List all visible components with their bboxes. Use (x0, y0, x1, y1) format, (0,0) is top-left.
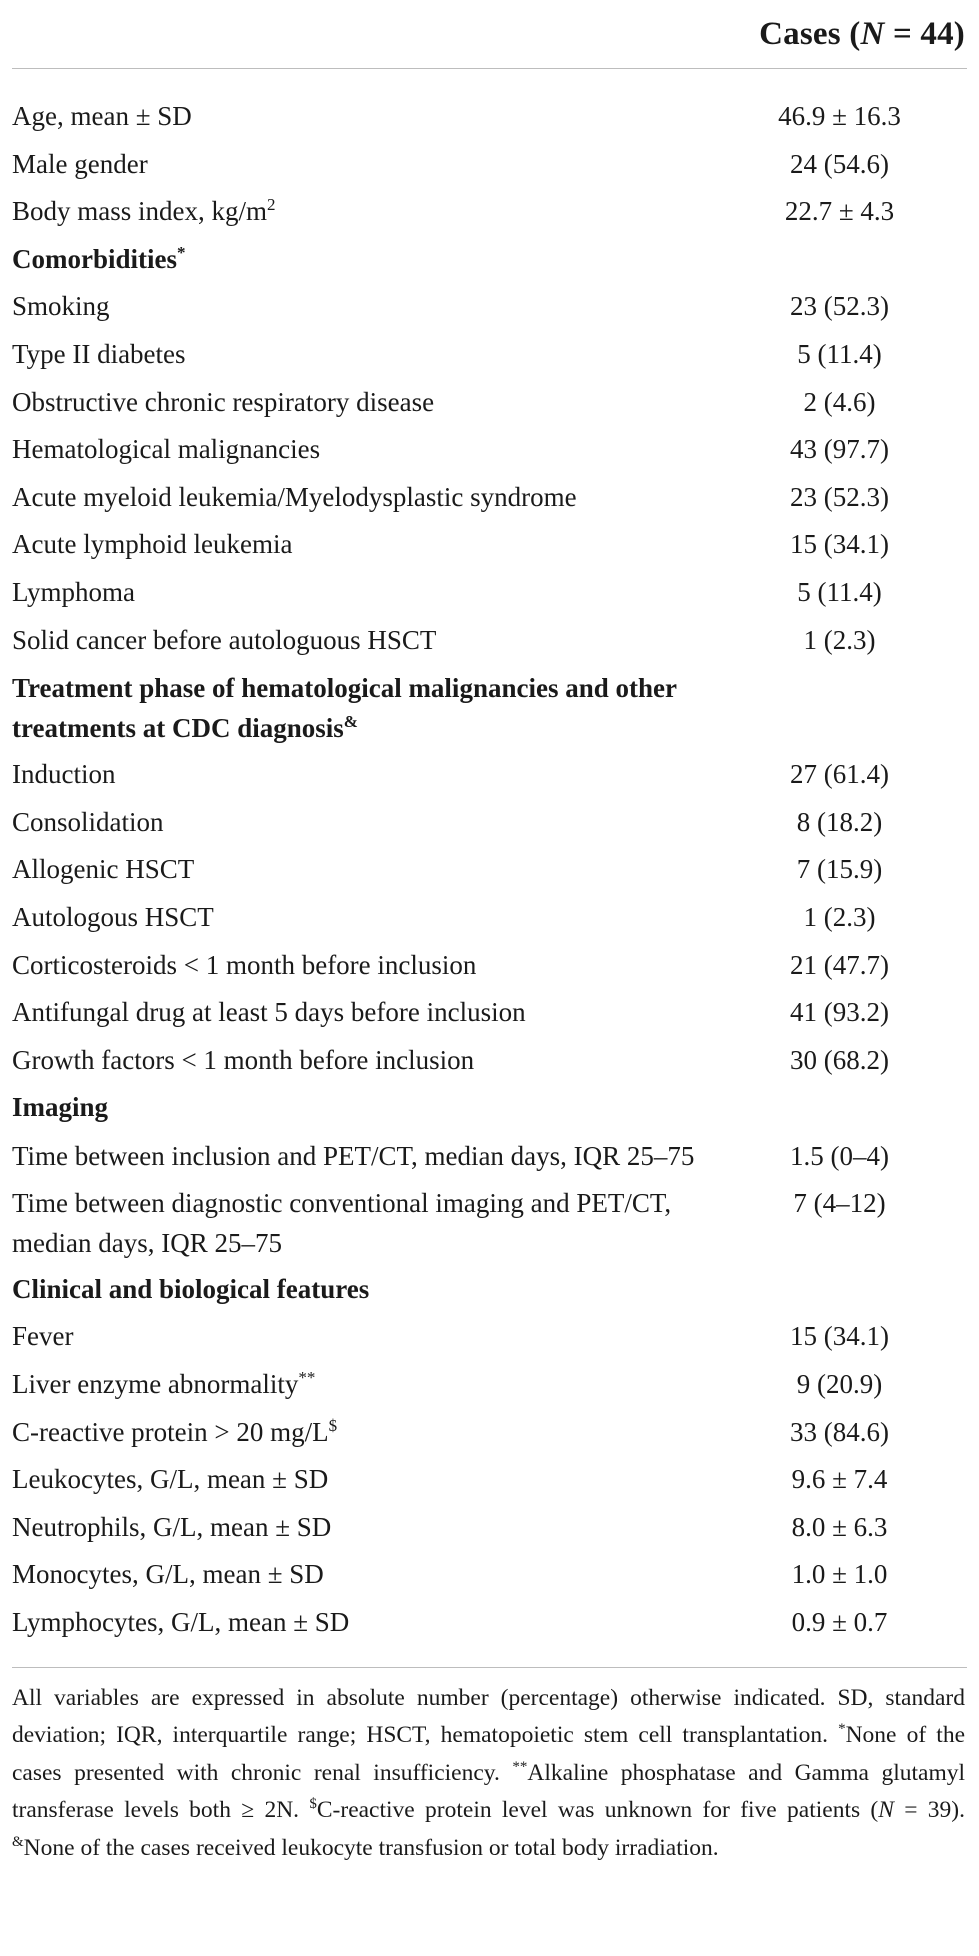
section-header-row (12, 1266, 967, 1314)
row-value: 30 (68.2) (790, 1044, 889, 1075)
footnote-marker: 2 (267, 195, 276, 215)
table-row (12, 1599, 967, 1647)
table-row (12, 846, 967, 894)
row-label: Obstructive chronic respiratory disease (12, 386, 435, 417)
row-value: 24 (54.6) (790, 148, 889, 179)
section-label: Clinical and biological features (12, 1273, 370, 1304)
table-row (12, 188, 967, 236)
row-label: Time between inclusion and PET/CT, median days, IQR 25–75 (12, 1140, 695, 1171)
table-header (12, 0, 967, 69)
row-label: Male gender (12, 148, 148, 179)
table-row (12, 283, 967, 331)
table-row (12, 1504, 967, 1552)
row-value: 23 (52.3) (790, 291, 889, 322)
table-row (12, 379, 967, 427)
row-label: Liver enzyme abnormality** (12, 1368, 316, 1400)
row-label: Induction (12, 759, 116, 790)
row-value: 23 (52.3) (790, 481, 889, 512)
footnote-marker: & (343, 712, 358, 732)
row-value: 15 (34.1) (790, 1321, 889, 1352)
row-label: Acute lymphoid leukemia (12, 529, 293, 560)
table-footnote: All variables are expressed in absolute number (percentage) otherwise indicated. SD, standard deviation; IQR, interquartile range; HSCT, hematopoietic stem cell transplantation. *None of the cases presented with chronic renal insufficiency. **Alkaline phosphatase and Gamma glutamyl transferase levels both ≥ 2N. $C-reactive protein level was unknown for five patients (N = 39). &None of the cases received leukocyte transfusion or total body irradiation. (12, 1684, 965, 1861)
table-row (12, 1313, 967, 1361)
row-label: Fever (12, 1321, 74, 1352)
row-label: Hematological malignancies (12, 434, 321, 465)
row-value: 27 (61.4) (790, 759, 889, 790)
row-value: 9 (20.9) (796, 1369, 883, 1400)
row-value: 8 (18.2) (796, 806, 883, 837)
row-value: 7 (4–12) (793, 1187, 886, 1218)
table-row (12, 1132, 967, 1179)
row-label: Leukocytes, G/L, mean ± SD (12, 1464, 329, 1495)
row-value: 22.7 ± 4.3 (784, 196, 895, 227)
row-label: Smoking (12, 291, 110, 322)
row-label: Time between diagnostic conventional imaging and PET/CT, median days, IQR 25–75 (12, 1187, 672, 1258)
row-label: Solid cancer before autologuous HSCT (12, 624, 437, 655)
row-value: 1.0 ± 1.0 (791, 1559, 888, 1590)
row-label: Type II diabetes (12, 338, 186, 369)
row-value: 43 (97.7) (790, 434, 889, 465)
row-value: 0.9 ± 0.7 (791, 1607, 888, 1638)
row-value: 8.0 ± 6.3 (791, 1511, 888, 1542)
row-label: C-reactive protein > 20 mg/L$ (12, 1415, 338, 1447)
table-row (12, 617, 967, 665)
row-value: 46.9 ± 16.3 (778, 101, 901, 131)
row-label: Autologous HSCT (12, 901, 214, 932)
row-value: 7 (15.9) (796, 854, 883, 885)
table-row (12, 426, 967, 474)
column-title-cases: Cases (N = 44) (759, 15, 965, 52)
row-value: 41 (93.2) (790, 997, 889, 1028)
table-row (12, 799, 967, 847)
table-row (12, 474, 967, 522)
footnote-marker: * (177, 242, 186, 262)
table-row (12, 521, 967, 569)
row-label: Consolidation (12, 806, 164, 837)
row-value: 5 (11.4) (797, 338, 882, 369)
row-label: Monocytes, G/L, mean ± SD (12, 1559, 324, 1590)
row-value: 1 (2.3) (803, 624, 876, 655)
row-label: Neutrophils, G/L, mean ± SD (12, 1511, 332, 1542)
table-row (12, 93, 967, 141)
row-value: 33 (84.6) (790, 1416, 889, 1447)
row-value: 9.6 ± 7.4 (791, 1464, 888, 1495)
table-row (12, 751, 967, 799)
section-header-row (12, 1084, 967, 1132)
table-row (12, 1361, 967, 1409)
row-value: 15 (34.1) (790, 529, 889, 560)
footnote-marker: ** (298, 1368, 316, 1388)
table-row (12, 1037, 967, 1085)
table-row (12, 1551, 967, 1599)
row-value: 21 (47.7) (790, 949, 889, 980)
table-row (12, 141, 967, 189)
footnote-marker: $ (328, 1415, 338, 1435)
section-header-row (12, 236, 967, 284)
row-value: 1 (2.3) (803, 901, 876, 932)
table-body (12, 93, 967, 1647)
section-label: Imaging (12, 1092, 109, 1123)
footer-divider (12, 1667, 967, 1668)
row-label: Antifungal drug at least 5 days before inclusion (12, 997, 526, 1028)
row-label: Growth factors < 1 month before inclusion (12, 1044, 475, 1075)
table-row (12, 894, 967, 942)
row-label: Age, mean ± SD (12, 101, 192, 131)
row-value: 5 (11.4) (797, 576, 882, 607)
row-value: 1.5 (0–4) (790, 1140, 889, 1171)
row-value: 2 (4.6) (803, 386, 876, 417)
section-header-row (12, 664, 967, 751)
table-row (12, 1456, 967, 1504)
row-label: Allogenic HSCT (12, 854, 195, 885)
table-row (12, 942, 967, 990)
table-row (12, 569, 967, 617)
row-label: Lymphoma (12, 576, 135, 607)
row-value (712, 664, 967, 668)
row-label: Corticosteroids < 1 month before inclusion (12, 949, 477, 980)
table-row (12, 1179, 967, 1266)
table-row (12, 989, 967, 1037)
section-label: Comorbidities* (12, 242, 186, 274)
row-label: Lymphocytes, G/L, mean ± SD (12, 1607, 350, 1638)
section-label: Treatment phase of hematological malignancies and other treatments at CDC diagnosis& (12, 673, 677, 744)
row-label: Body mass index, $kg/m^2$ (12, 195, 276, 227)
table-row (12, 1409, 967, 1457)
row-label: Acute myeloid leukemia/Myelodysplastic syndrome (12, 481, 577, 512)
table-row (12, 331, 967, 379)
